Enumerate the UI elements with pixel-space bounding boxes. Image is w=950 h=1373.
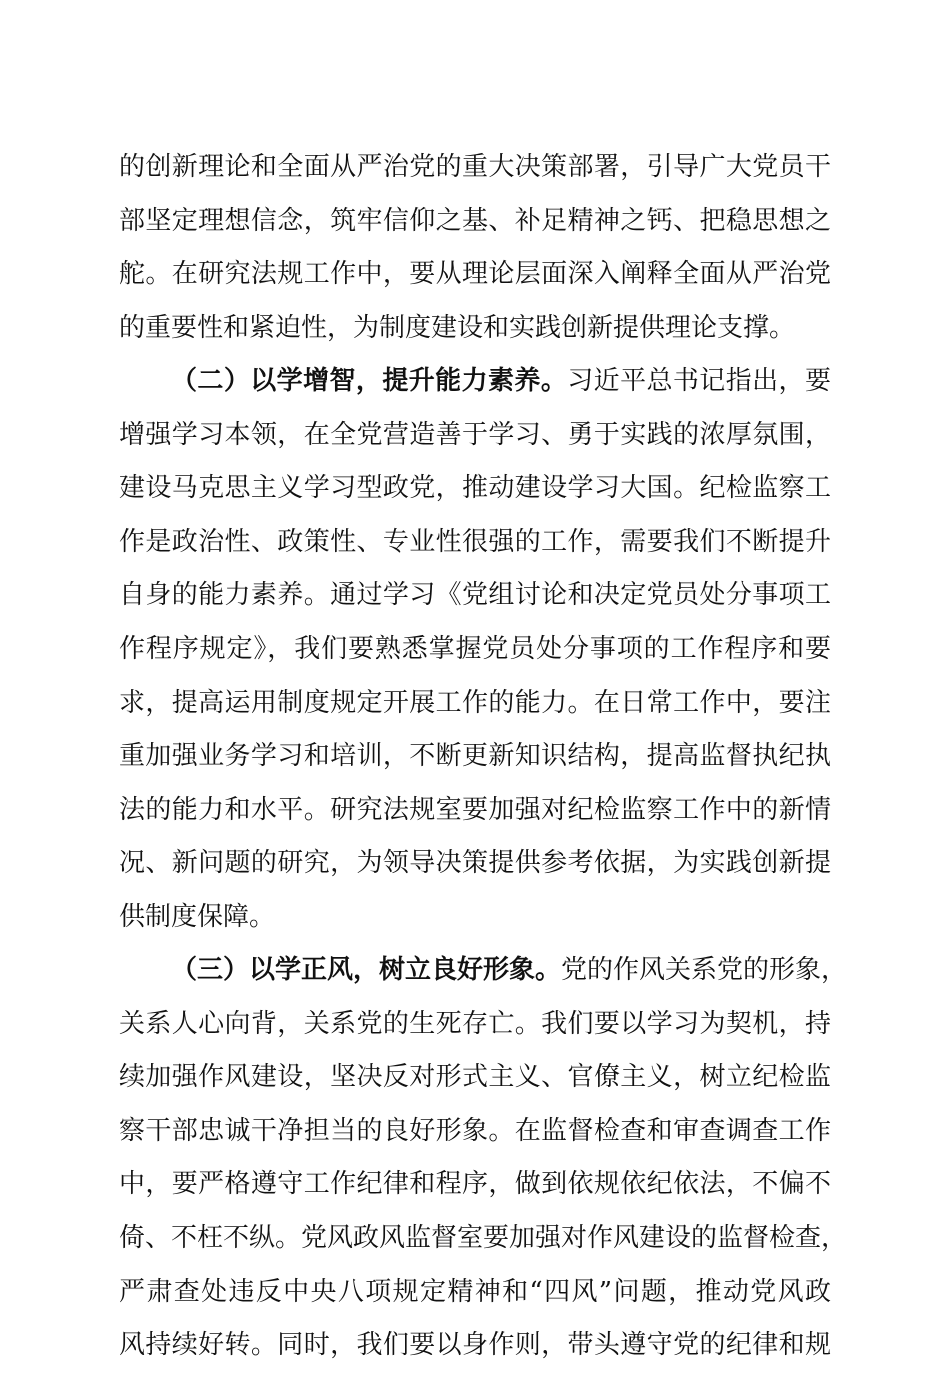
heading-line	[119, 944, 848, 998]
text-line: 作程序规定》，我们要熟悉掌握党员处分事项的工作程序和要	[119, 633, 831, 664]
text-line: 况、新问题的研究，为领导决策提供参考依据，为实践创新提	[119, 848, 831, 879]
text-line: 风持续好转。同时，我们要以身作则，带头遵守党的纪律和规	[119, 1330, 831, 1361]
heading-line-rest: 党的作风关系党的形象，	[561, 955, 848, 985]
text-line: 舵。在研究法规工作中，要从理论层面深入阐释全面从严治党	[119, 259, 831, 290]
section-heading-2: （二）以学增智，提升能力素养。	[171, 366, 568, 396]
text-line: 供制度保障。	[119, 901, 276, 932]
paragraph-2	[119, 355, 831, 945]
text-line: 建设马克思主义学习型政党，推动建设学习大国。纪检监察工	[119, 473, 831, 504]
text-line: 部坚定理想信念，筑牢信仰之基、补足精神之钙、把稳思想之	[119, 205, 831, 236]
text-line: 的重要性和紧迫性，为制度建设和实践创新提供理论支撑。	[119, 312, 796, 343]
text-line: 察干部忠诚干净担当的良好形象。在监督检查和审查调查工作	[119, 1115, 831, 1146]
section-heading-3: （三）以学正风，树立良好形象。	[171, 955, 562, 985]
text-line: 的创新理论和全面从严治党的重大决策部署，引导广大党员干	[119, 152, 831, 182]
text-line: 重加强业务学习和培训，不断更新知识结构，提高监督执纪执	[119, 741, 831, 772]
text-line: 法的能力和水平。研究法规室要加强对纪检监察工作中的新情	[119, 794, 831, 825]
text-line: 作是政治性、政策性、专业性很强的工作，需要我们不断提升	[119, 526, 831, 557]
text-line: 中，要严格遵守工作纪律和程序，做到依规依纪依法，不偏不	[119, 1169, 831, 1200]
paragraph-3	[119, 944, 848, 1373]
text-line: 严肃查处违反中央八项规定精神和“四风”问题，推动党风政	[119, 1276, 831, 1307]
heading-line	[119, 355, 831, 409]
text-line: 自身的能力素养。通过学习《党组讨论和决定党员处分事项工	[119, 580, 831, 611]
paragraph-1	[119, 141, 831, 355]
text-line: 续加强作风建设，坚决反对形式主义、官僚主义，树立纪检监	[119, 1062, 831, 1093]
text-line: 增强学习本领，在全党营造善于学习、勇于实践的浓厚氛围，	[119, 419, 831, 450]
text-line: 关系人心向背，关系党的生死存亡。我们要以学习为契机，持	[119, 1008, 831, 1039]
text-line: 倚、不枉不纵。党风政风监督室要加强对作风建设的监督检查，	[119, 1222, 848, 1253]
text-line: 求，提高运用制度规定开展工作的能力。在日常工作中，要注	[119, 687, 831, 718]
heading-line-rest: 习近平总书记指出，要	[567, 366, 831, 396]
